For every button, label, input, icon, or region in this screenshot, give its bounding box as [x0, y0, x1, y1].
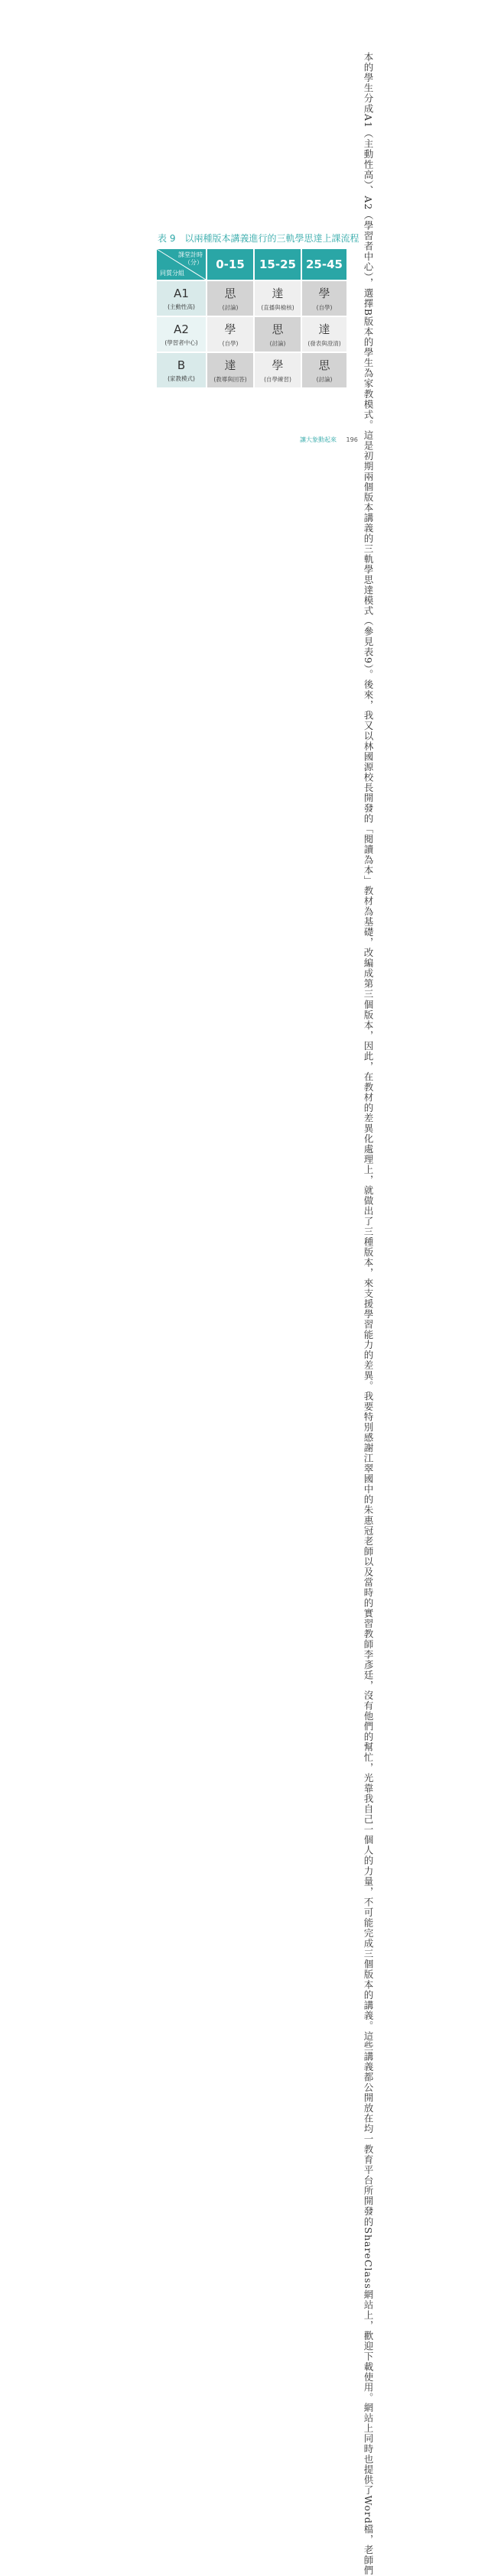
table-cell	[255, 317, 301, 352]
cell-sub: (教導與回答)	[213, 376, 247, 383]
text-column: 惠冠老師以及當時的實習教師李彥廷，	[363, 1515, 374, 1691]
cell-sub: (自學練習)	[264, 376, 291, 383]
table-cell	[302, 281, 346, 316]
text-column: 本的學生分成A1（主動性高）、A2（學	[363, 52, 374, 232]
page-footer	[300, 436, 358, 444]
text-column: 力量，不可能完成三個版本的講義。這	[363, 1865, 374, 2042]
cell-char: 達	[318, 322, 330, 336]
page-number: 196	[346, 436, 358, 443]
text-column: 個版本，因此，在教材的差異化處理	[363, 999, 374, 1165]
corner-group-label: 同質分組	[160, 270, 184, 277]
cell-char: 思	[318, 358, 330, 372]
cell-char: 學	[224, 322, 236, 336]
row-desc: (家教模式)	[168, 374, 195, 382]
book-title: 讓大象動起來	[300, 436, 337, 443]
cell-sub: (討論)	[269, 340, 286, 347]
row-name: A1	[174, 286, 189, 300]
cell-sub: (發表與澄清)	[307, 340, 341, 347]
row-desc: (學習者中心)	[164, 339, 198, 346]
cell-sub: (討論)	[316, 376, 333, 383]
text-column: 沒有他們的幫忙，光靠我自己一個人的	[363, 1690, 374, 1866]
column-header: 25-45	[302, 249, 346, 280]
text-column: 網站上同時也提供了Word檔，老師們	[363, 2403, 374, 2576]
table-cell	[207, 317, 253, 352]
text-column: 「閱讀為本」教材為基礎，改編成第三	[363, 824, 374, 1000]
cell-sub: (直播與檢核)	[261, 304, 294, 311]
table-cell	[302, 317, 346, 352]
table-cell	[255, 281, 301, 316]
cell-char: 達	[224, 358, 236, 372]
table-corner	[157, 249, 206, 280]
cell-sub: (自學)	[316, 304, 333, 311]
row-header	[157, 353, 206, 387]
text-column: 上，就做出了三種版本，來支援學習能	[363, 1164, 374, 1340]
schedule-table	[157, 249, 345, 384]
row-header	[157, 317, 206, 352]
cell-char: 學	[272, 358, 284, 372]
text-column: 習者中心），選擇B版本的學生為家	[363, 231, 374, 389]
table-cell	[255, 353, 301, 387]
cell-char: 思	[224, 287, 236, 300]
column-header: 15-25	[255, 249, 301, 280]
cell-char: 達	[272, 287, 284, 300]
cell-sub: (自學)	[222, 340, 239, 347]
table-title: 表 9 以兩種版本講義進行的三軌學思達上課流程	[158, 233, 359, 244]
cell-char: 思	[272, 322, 284, 336]
text-column: 些講義都公開放在均一教育平台所開發	[363, 2041, 374, 2217]
row-desc: (主動性高)	[168, 303, 195, 310]
text-column: 力的差異。我要特別感謝江翠國中的朱	[363, 1340, 374, 1515]
text-column: 軌學思達模式（參見表9）。	[363, 553, 374, 680]
table-cell	[207, 353, 253, 387]
column-header: 0-15	[207, 249, 253, 280]
row-header	[157, 281, 206, 316]
row-name: B	[177, 358, 186, 372]
text-column: 的ShareClass網站上，歡迎下載使用。	[363, 2216, 374, 2403]
corner-time-label: 課堂計時 （分）	[178, 251, 203, 266]
table-cell	[302, 353, 346, 387]
row-name: A2	[174, 322, 189, 336]
table-cell	[207, 281, 253, 316]
text-column: 後來，我又以林國源校長開發的	[363, 679, 374, 825]
cell-sub: (討論)	[222, 304, 239, 311]
text-column: 教模式。這是初期兩個版本講義的三	[363, 388, 374, 554]
cell-char: 學	[318, 287, 330, 300]
